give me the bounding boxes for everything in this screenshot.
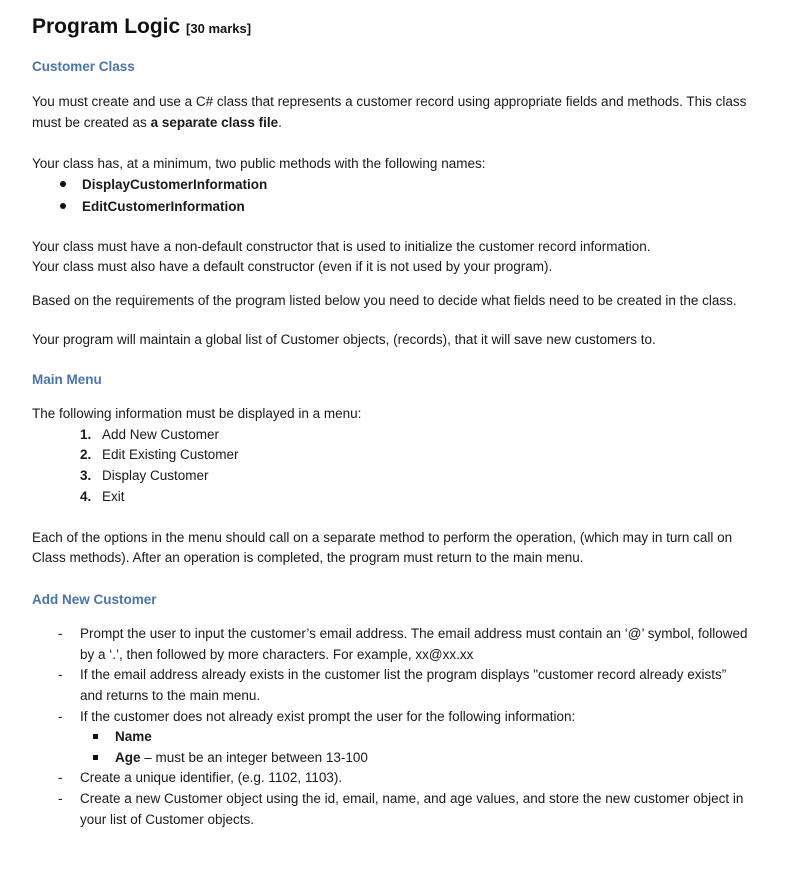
add-item-email-line2: by a ‘.’, then followed by more characters. For example, xx@xx.xx [80,647,474,662]
menu-item-label: Display Customer [102,468,209,483]
sub-item-label: Age [115,750,141,765]
intro-line2-bold: a separate class file [150,115,279,130]
main-menu-intro: The following information must be displayed in a menu: [32,406,362,421]
constructor-line2: Your class must also have a default constructor (even if it is not used by your program). [32,259,553,274]
section-heading-add-new-customer: Add New Customer [32,592,157,607]
fields-line: Based on the requirements of the program listed below you need to decide what fields need to be created in the class. [32,293,737,308]
method-name: DisplayCustomerInformation [82,177,268,192]
dash-bullet: - [58,770,63,785]
sub-item-name [93,727,152,748]
square-bullet-icon [93,755,98,760]
menu-item-number: 2. [80,447,92,462]
constructor-line1: Your class must have a non-default constructor that is used to initialize the customer record information. [32,239,651,254]
intro-line2-pre: must be created as [32,115,151,130]
add-item-create [58,789,743,810]
menu-item-label: Edit Existing Customer [102,447,239,462]
add-item-exists-line2: and returns to the main menu. [80,688,261,703]
method-item [60,197,245,218]
section-heading-main-menu: Main Menu [32,372,102,387]
customer-class-intro-line1: You must create and use a C# class that represents a customer record using appropriate fields and methods. This class [32,94,747,109]
dash-bullet: - [58,667,63,682]
add-item-prompt [58,707,575,728]
menu-item-label: Add New Customer [102,427,220,442]
menu-item [80,425,219,446]
dash-bullet: - [58,709,63,724]
square-bullet-icon [93,734,98,739]
add-item-text: If the customer does not already exist prompt the user for the following information: [80,709,576,724]
menu-item [80,445,239,466]
main-menu-para-line1: Each of the options in the menu should call on a separate method to perform the operation, (which may in turn call on [32,530,733,545]
section-heading-customer-class: Customer Class [32,59,135,74]
dash-bullet: - [58,626,63,641]
menu-item [80,466,209,487]
customer-class-intro-line2 [32,113,282,134]
method-item [60,175,267,196]
menu-item-label: Exit [102,489,125,504]
sub-item-label: Name [115,729,152,744]
add-item-create-line2: your list of Customer objects. [80,812,255,827]
add-item-exists [58,665,726,686]
add-item-text: If the email address already exists in the customer list the program displays "customer record already exists” [80,667,727,682]
add-item-identifier [58,768,342,789]
method-name: EditCustomerInformation [82,199,245,214]
menu-item [80,487,125,508]
methods-intro: Your class has, at a minimum, two public methods with the following names: [32,156,486,171]
add-item-text: Create a new Customer object using the id, email, name, and age values, and store the new customer object in [80,791,744,806]
menu-item-number: 3. [80,468,92,483]
main-menu-para-line2: Class methods). After an operation is completed, the program must return to the main menu. [32,550,584,565]
menu-item-number: 4. [80,489,92,504]
add-item-text: Prompt the user to input the customer’s email address. The email address must contain an ‘@’ symbol, followed [80,626,748,641]
page-title [32,15,251,39]
dash-bullet: - [58,791,63,806]
list-line: Your program will maintain a global list of Customer objects, (records), that it will save new customers to. [32,332,656,347]
add-item-email [58,624,748,645]
add-item-text: Create a unique identifier, (e.g. 1102, 1103). [80,770,343,785]
title-marks: [30 marks] [186,21,252,36]
bullet-icon [60,181,66,187]
sub-item-detail: – must be an integer between 13-100 [140,750,368,765]
bullet-icon [60,203,66,209]
intro-line2-post: . [278,115,282,130]
title-text: Program Logic [32,15,181,38]
sub-item-age [93,748,368,769]
menu-item-number: 1. [80,427,92,442]
